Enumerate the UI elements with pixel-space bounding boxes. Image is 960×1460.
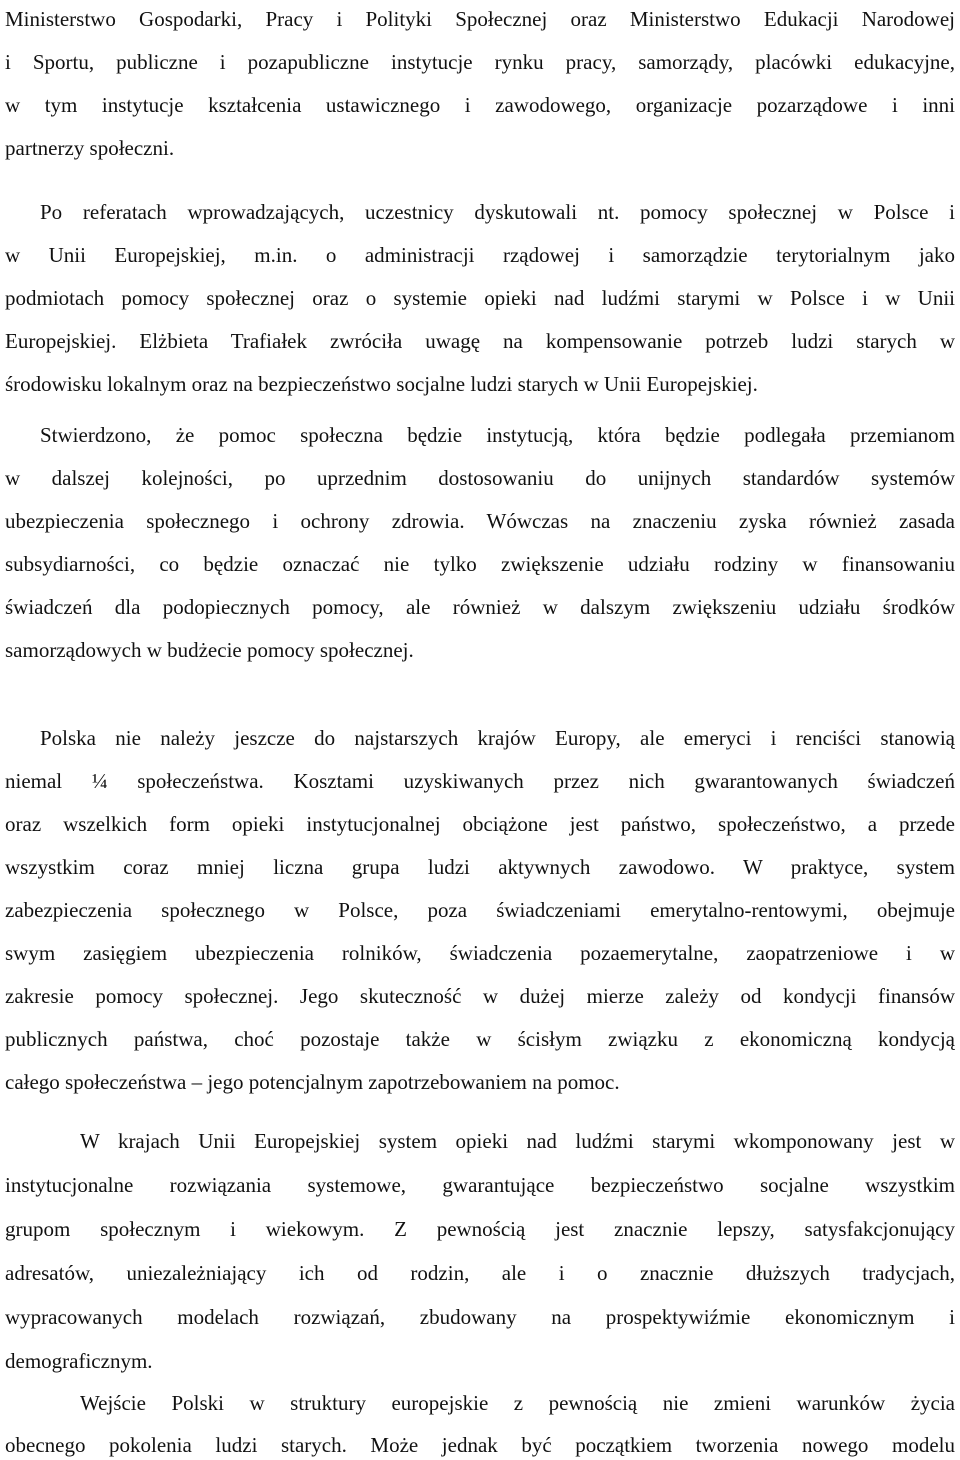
text-line: Po referatach wprowadzających, uczestnicy dyskutowali nt. pomocy społecznej w Polsce i [40, 200, 955, 224]
text-line: środowisku lokalnym oraz na bezpieczeństwo socjalne ludzi starych w Unii Europejskiej. [5, 372, 758, 396]
text-line: Wejście Polski w struktury europejskie z pewnością nie zmieni warunków życia [80, 1391, 955, 1415]
text-line: partnerzy społeczni. [5, 136, 175, 160]
text-line: ubezpieczenia społecznego i ochrony zdrowia. Wówczas na znaczeniu zyska również zasada [5, 509, 955, 533]
text-line: publicznych państwa, choć pozostaje także w ścisłym związku z ekonomiczną kondycją [5, 1027, 955, 1051]
text-line: Ministerstwo Gospodarki, Pracy i Polityki Społecznej oraz Ministerstwo Edukacji Narodowej [5, 7, 955, 31]
text-line: niemal ¼ społeczeństwa. Kosztami uzyskiwanych przez nich gwarantowanych świadczeń [5, 769, 955, 793]
text-line: demograficznym. [5, 1349, 153, 1373]
text-line: oraz wszelkich form opieki instytucjonalnej obciążone jest państwo, społeczeństwo, a przede [5, 812, 955, 836]
text-line: w Unii Europejskiej, m.in. o administracji rządowej i samorządzie terytorialnym jako [5, 243, 955, 267]
text-line: zabezpieczenia społecznego w Polsce, poza świadczeniami emerytalno-rentowymi, obejmuje [5, 898, 955, 922]
text-line: instytucjonalne rozwiązania systemowe, gwarantujące bezpieczeństwo socjalne wszystkim [5, 1173, 955, 1197]
text-line: wypracowanych modelach rozwiązań, zbudowany na prospektywiźmie ekonomicznym i [5, 1305, 955, 1329]
text-line: grupom społecznym i wiekowym. Z pewnością jest znacznie lepszy, satysfakcjonujący [5, 1217, 955, 1241]
text-line: w dalszej kolejności, po uprzednim dostosowaniu do unijnych standardów systemów [5, 466, 955, 490]
text-line: wszystkim coraz mniej liczna grupa ludzi aktywnych zawodowo. W praktyce, system [5, 855, 955, 879]
text-line: podmiotach pomocy społecznej oraz o systemie opieki nad ludźmi starymi w Polsce i w Unii [5, 286, 955, 310]
text-line: adresatów, uniezależniający ich od rodzin, ale i o znacznie dłuższych tradycjach, [5, 1261, 955, 1285]
text-line: subsydiarności, co będzie oznaczać nie tylko zwiększenie udziału rodziny w finansowaniu [5, 552, 955, 576]
text-line: Polska nie należy jeszcze do najstarszych krajów Europy, ale emeryci i renciści stanowią [40, 726, 955, 750]
text-line: zakresie pomocy społecznej. Jego skuteczność w dużej mierze zależy od kondycji finansów [5, 984, 955, 1008]
text-line: Stwierdzono, że pomoc społeczna będzie instytucją, która będzie podlegała przemianom [40, 423, 955, 447]
text-line: w tym instytucje kształcenia ustawicznego i zawodowego, organizacje pozarządowe i inni [5, 93, 955, 117]
text-line: samorządowych w budżecie pomocy społecznej. [5, 638, 414, 662]
text-line: swym zasięgiem ubezpieczenia rolników, świadczenia pozaemerytalne, zaopatrzeniowe i w [5, 941, 955, 965]
text-line: obecnego pokolenia ludzi starych. Może jednak być początkiem tworzenia nowego modelu [5, 1433, 955, 1457]
text-line: Europejskiej. Elżbieta Trafiałek zwróciła uwagę na kompensowanie potrzeb ludzi starych w [5, 329, 955, 353]
text-line: W krajach Unii Europejskiej system opieki nad ludźmi starymi wkomponowany jest w [80, 1129, 955, 1153]
text-line: całego społeczeństwa – jego potencjalnym zapotrzebowaniem na pomoc. [5, 1070, 620, 1094]
text-line: świadczeń dla podopiecznych pomocy, ale również w dalszym zwiększeniu udziału środków [5, 595, 955, 619]
text-line: i Sportu, publiczne i pozapubliczne instytucje rynku pracy, samorządy, placówki edukacyjne, [5, 50, 955, 74]
